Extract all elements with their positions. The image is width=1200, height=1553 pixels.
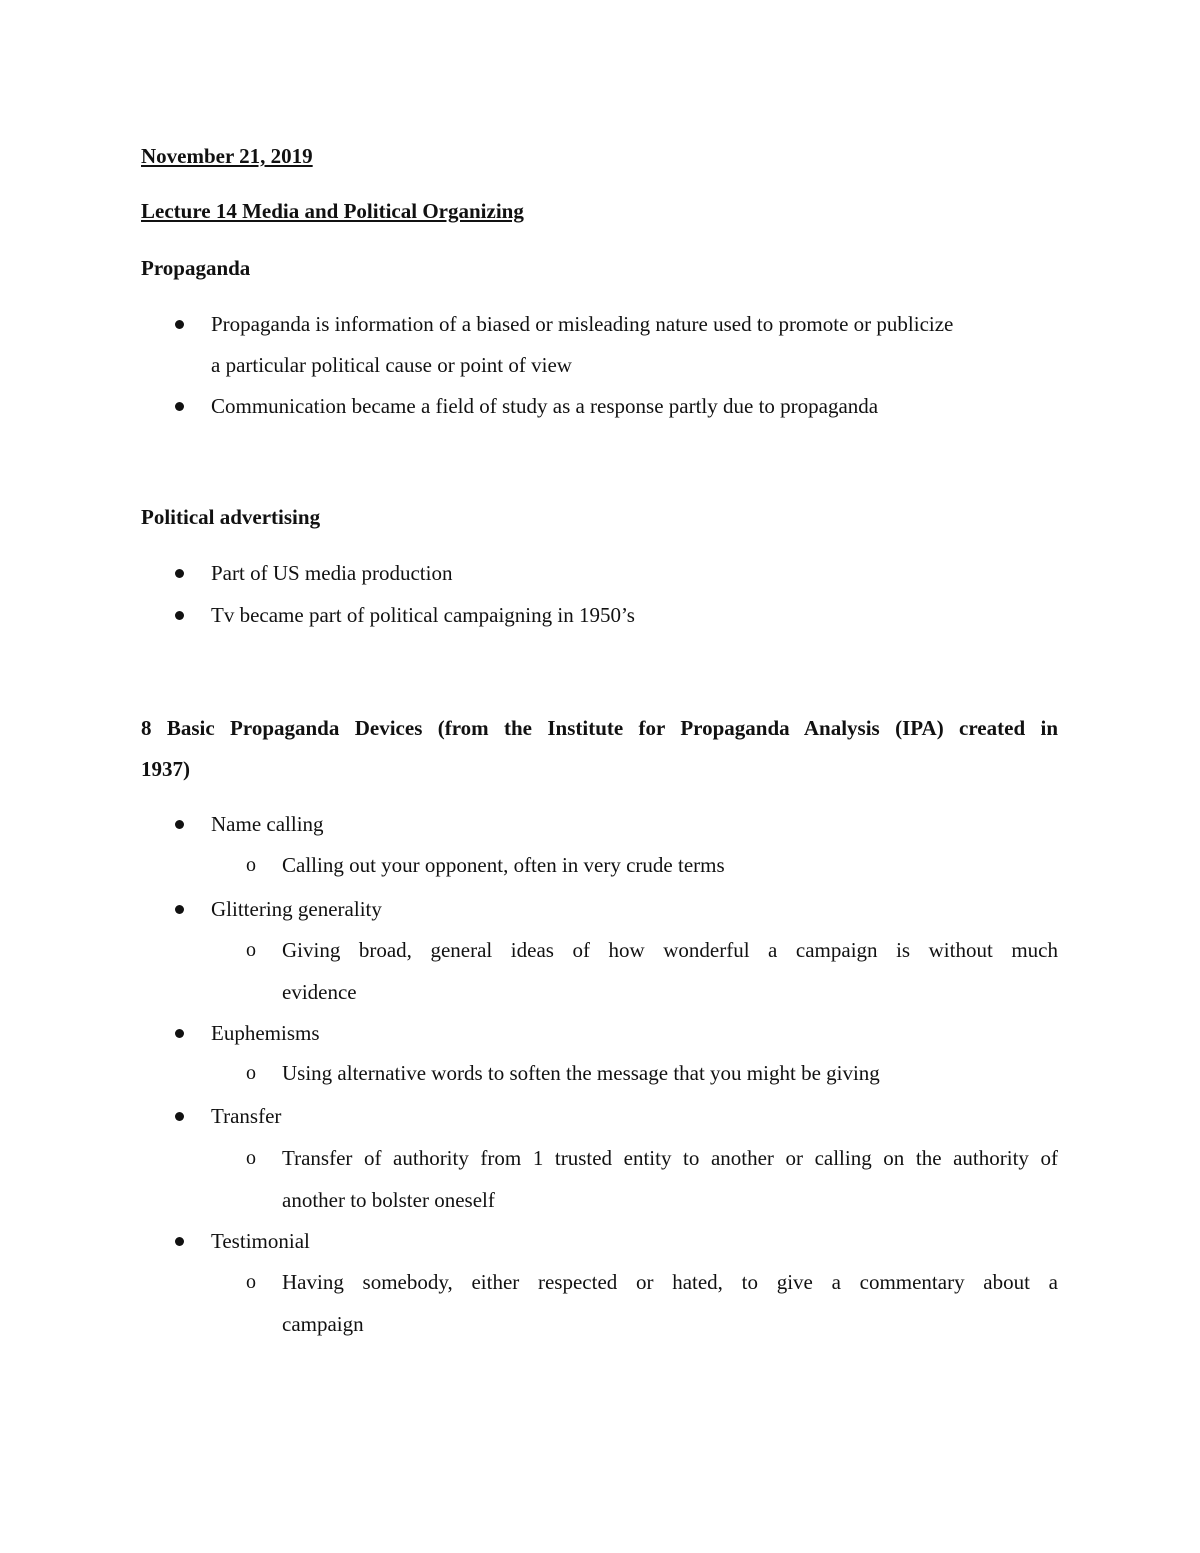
bullet-icon [175, 402, 184, 411]
device-description-continuation: evidence [282, 980, 357, 1004]
bullet-icon [175, 569, 184, 578]
bullet-icon [175, 1237, 184, 1246]
device-description-continuation: campaign [282, 1312, 364, 1336]
section-heading-political-advertising: Political advertising [141, 505, 321, 529]
date-heading: November 21, 2019 [141, 144, 313, 168]
device-description-continuation: another to bolster oneself [282, 1188, 495, 1212]
device-name: Transfer [211, 1104, 282, 1128]
device-name: Euphemisms [211, 1021, 320, 1045]
sub-bullet-icon: o [246, 854, 256, 876]
device-name: Name calling [211, 812, 324, 836]
section-heading-devices: 8 Basic Propaganda Devices (from the Institute for Propaganda Analysis (IPA) created in [141, 716, 1058, 740]
bullet-icon [175, 1112, 184, 1121]
bullet-icon [175, 1029, 184, 1038]
list-item: Communication became a field of study as a response partly due to propaganda [211, 394, 879, 418]
device-name: Testimonial [211, 1229, 310, 1253]
list-item-continuation: a particular political cause or point of view [211, 353, 572, 377]
section-heading-devices-continuation: 1937) [141, 757, 190, 781]
bullet-icon [175, 320, 184, 329]
sub-bullet-icon: o [246, 1147, 256, 1169]
bullet-icon [175, 905, 184, 914]
list-item: Part of US media production [211, 561, 453, 585]
sub-bullet-icon: o [246, 1062, 256, 1084]
lecture-title: Lecture 14 Media and Political Organizing [141, 199, 524, 223]
bullet-icon [175, 820, 184, 829]
device-description: Giving broad, general ideas of how wonderful a campaign is without much [282, 938, 1058, 962]
sub-bullet-icon: o [246, 939, 256, 961]
bullet-icon [175, 611, 184, 620]
list-item: Propaganda is information of a biased or misleading nature used to promote or publicize [211, 312, 954, 336]
device-name: Glittering generality [211, 897, 382, 921]
device-description: Transfer of authority from 1 trusted entity to another or calling on the authority of [282, 1146, 1058, 1170]
list-item: Tv became part of political campaigning in 1950’s [211, 603, 635, 627]
section-heading-propaganda: Propaganda [141, 256, 251, 280]
sub-bullet-icon: o [246, 1271, 256, 1293]
device-description: Calling out your opponent, often in very crude terms [282, 853, 725, 877]
device-description: Having somebody, either respected or hated, to give a commentary about a [282, 1270, 1058, 1294]
device-description: Using alternative words to soften the message that you might be giving [282, 1061, 880, 1085]
